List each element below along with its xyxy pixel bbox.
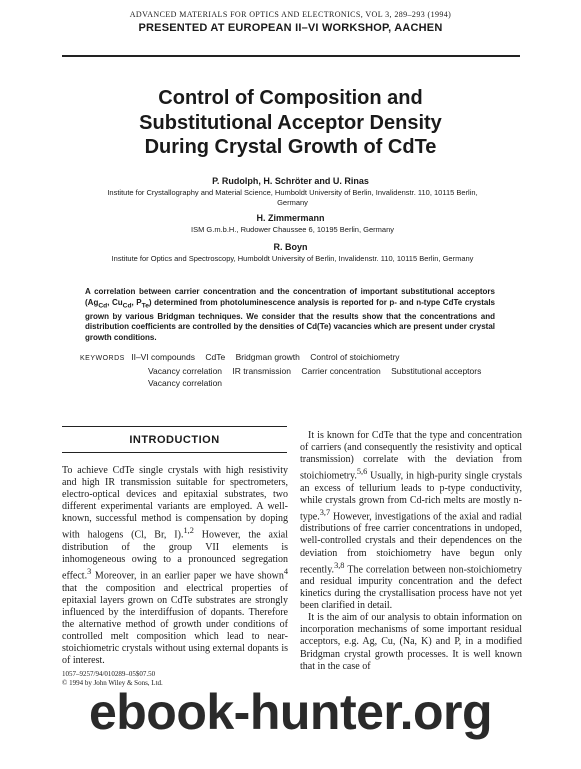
abstract-subscript: Cd: [98, 302, 108, 310]
reference: 3,7: [319, 507, 331, 517]
section-heading: INTRODUCTION: [129, 434, 220, 446]
reference: 4: [283, 567, 288, 577]
author-names: P. Rudolph, H. Schröter and U. Rinas: [212, 176, 369, 186]
author-affiliation: Institute for Optics and Spectroscopy, Humboldt University of Berlin, Invalidenstr. 110, 10115 Berlin, Germany: [111, 254, 474, 263]
keyword: CdTe: [205, 352, 226, 362]
keyword: Vacancy correlation: [148, 378, 223, 388]
keyword: Substitutional acceptors: [391, 366, 482, 376]
body-text: Usually, in high-purity single crystals an excess of tellurium leads to p-type conductivity, while crystals grown from Cd-rich melts are mostly n-type.: [300, 470, 522, 523]
keywords-label: KEYWORDS: [80, 355, 125, 362]
keywords-line: [80, 377, 500, 389]
section-rule: [62, 452, 287, 453]
body-text: However, the axial distribution of the group VII elements is inhomogeneous owing to a pronounced segregation effect.: [62, 529, 288, 582]
keyword: Control of stoichiometry: [310, 352, 400, 362]
abstract-text: , Cu: [107, 297, 123, 307]
reference: 5,6: [356, 467, 368, 477]
author-names: R. Boyn: [273, 242, 308, 252]
body-text: It is known for CdTe that the type and concentration of carriers (and consequently the resistivity and optical transmission) correlate with the deviation from stoichiometry.: [300, 430, 522, 482]
keywords-line: [80, 365, 500, 377]
abstract-text: A correlation between carrier concentration and the concentration of important substitutional acceptors (Ag: [85, 287, 495, 307]
body-text: The correlation between non-stoichiometry and residual impurity concentration and the defect kinetics during the crystallisation process have not yet been clarified in detail.: [300, 563, 522, 612]
abstract: [85, 287, 495, 343]
header-rule: [62, 55, 520, 57]
copyright-line: 1057–9257/94/010289–05$07.50: [62, 670, 156, 678]
keyword: Vacancy correlation: [148, 366, 223, 376]
author-affiliation: ISM G.m.b.H., Rudower Chaussee 6, 10195 Berlin, Germany: [190, 225, 394, 234]
abstract-text: , P: [131, 297, 142, 307]
workshop-banner: PRESENTED AT EUROPEAN II–VI WORKSHOP, AACHEN: [138, 22, 443, 34]
body-text: that the composition and electrical properties of epitaxial layers grown on CdTe substrates are strongly influenced by the interdiffusion of dopants. Therefore the alternative method of growth under conditions of controlled melt composition which lead to near-stoichiometric crystals without using external dopants is of interest.: [62, 582, 288, 667]
title-line: Substitutional Acceptor Density: [139, 111, 442, 134]
abstract-text: ) determined from photoluminescence analysis is reported for p- and n-type CdTe crystals grown by various Bridgman techniques. We consider that the results show that the concentrations and distribution coefficients are controlled by the densities of Cd(Te) vacancies which are present under crystal growth conditions.: [85, 297, 495, 342]
abstract-subscript: Cd: [122, 302, 132, 310]
body-text: Moreover, in an earlier paper we have shown: [91, 570, 284, 582]
body-text: To achieve CdTe single crystals with high resistivity and high IR transmission suitable for spectrometers, electro-optical devices and epitaxial substrates, two different experimental variants are employed. A well-known, successful method is compensation by doping with halogens (Cl, Br, I).: [62, 465, 288, 541]
left-column: [62, 465, 288, 667]
paragraph: [300, 430, 522, 612]
keywords: [80, 351, 500, 389]
paragraph: It is the aim of our analysis to obtain information on incorporation mechanisms of some important residual acceptors, e.g. Ag, Cu, (Na, K) and P, in a modified Bridgman crystal growth processes. It is well known that in the case of: [300, 612, 522, 672]
keyword: IR transmission: [232, 366, 291, 376]
reference: 3,8: [334, 560, 345, 570]
paragraph: [62, 465, 288, 667]
watermark: ebook-hunter.org: [88, 684, 493, 740]
author-names: H. Zimmermann: [256, 213, 325, 223]
paper-title: [0, 86, 581, 160]
reference: 3: [87, 567, 92, 577]
journal-header: ADVANCED MATERIALS FOR OPTICS AND ELECTRONICS, VOL 3, 289–293 (1994): [129, 10, 452, 19]
keyword: II–VI compounds: [131, 352, 196, 362]
body-text: However, investigations of the axial and radial distributions of free carrier concentrations in undoped, well-controlled crystals and their dependences on the deviation from stoichiometry have begun only recently.: [300, 511, 522, 575]
abstract-subscript: Te: [141, 302, 149, 310]
copyright-line: © 1994 by John Wiley & Sons, Ltd.: [62, 679, 163, 687]
author-affiliation: Institute for Crystallography and Material Science, Humboldt University of Berlin, Invalidenstr. 110, 10115 Berlin, Germany: [107, 188, 478, 207]
title-line: During Crystal Growth of CdTe: [144, 136, 437, 158]
right-column: [300, 430, 522, 673]
keyword: Bridgman growth: [235, 352, 300, 362]
title-line: Control of Composition and: [158, 87, 423, 109]
section-rule: [62, 426, 287, 427]
keyword: Carrier concentration: [301, 366, 381, 376]
reference: 1,2: [183, 526, 194, 536]
